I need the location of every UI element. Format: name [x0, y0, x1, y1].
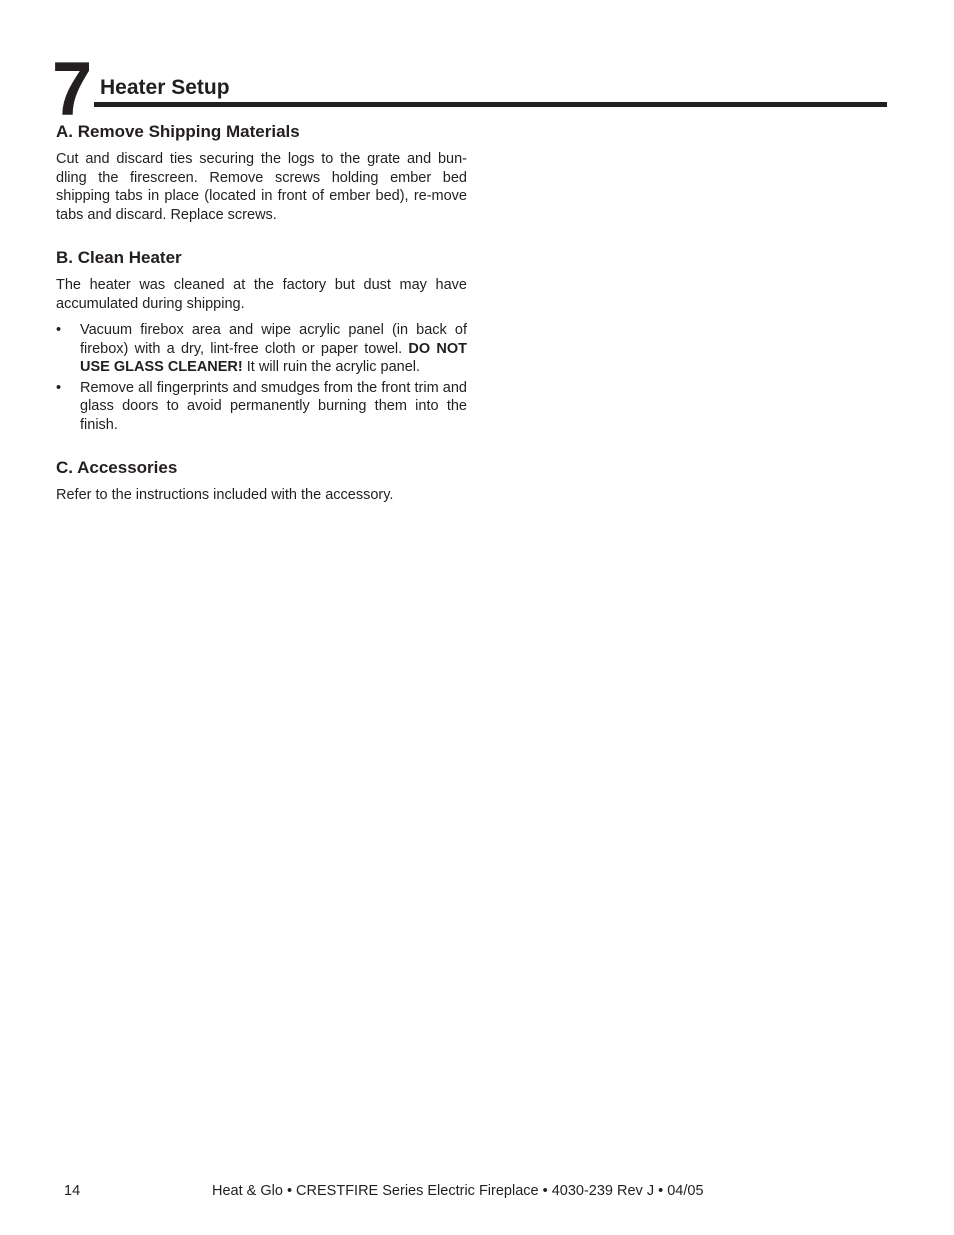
content-column	[56, 120, 467, 527]
section-heading: B. Clean Heater	[56, 248, 182, 267]
section-body: Refer to the instructions included with the accessory.	[56, 487, 394, 503]
section-heading: A. Remove Shipping Materials	[56, 122, 300, 141]
list-item-text: It will ruin the acrylic panel.	[242, 359, 421, 375]
chapter-title: Heater Setup	[100, 76, 230, 99]
footer-document-info: Heat & Glo • CRESTFIRE Series Electric Fireplace • 4030-239 Rev J • 04/05	[212, 1183, 704, 1199]
section-body: The heater was cleaned at the factory but dust may have accumulated during shipping.	[56, 277, 467, 312]
section-heading: C. Accessories	[56, 458, 178, 477]
list-item	[56, 321, 467, 377]
warning-text: DO NOT USE GLASS CLEANER!	[80, 340, 467, 375]
section-clean-heater	[56, 246, 467, 434]
list-item-text: Vacuum firebox area and wipe acrylic panel (in back of firebox) with a dry, lint-free cloth or paper towel.	[80, 322, 467, 357]
section-accessories	[56, 456, 467, 505]
list-item-text: Remove all fingerprints and smudges from the front trim and glass doors to avoid permanently burning them into the finish.	[80, 379, 467, 433]
bullet-icon: •	[56, 379, 62, 396]
section-body: Cut and discard ties securing the logs to the grate and bun-dling the firescreen. Remove screws holding ember bed shipping tabs in place (located in front of ember bed), re-move tabs and discard. Replace screws.	[56, 151, 467, 223]
bullet-icon: •	[56, 322, 62, 338]
bullet-list	[56, 321, 467, 434]
chapter-number: 7	[52, 47, 91, 132]
chapter-divider	[94, 102, 887, 107]
page-number: 14	[64, 1183, 81, 1199]
section-remove-shipping-materials	[56, 120, 467, 224]
list-item	[56, 379, 467, 435]
